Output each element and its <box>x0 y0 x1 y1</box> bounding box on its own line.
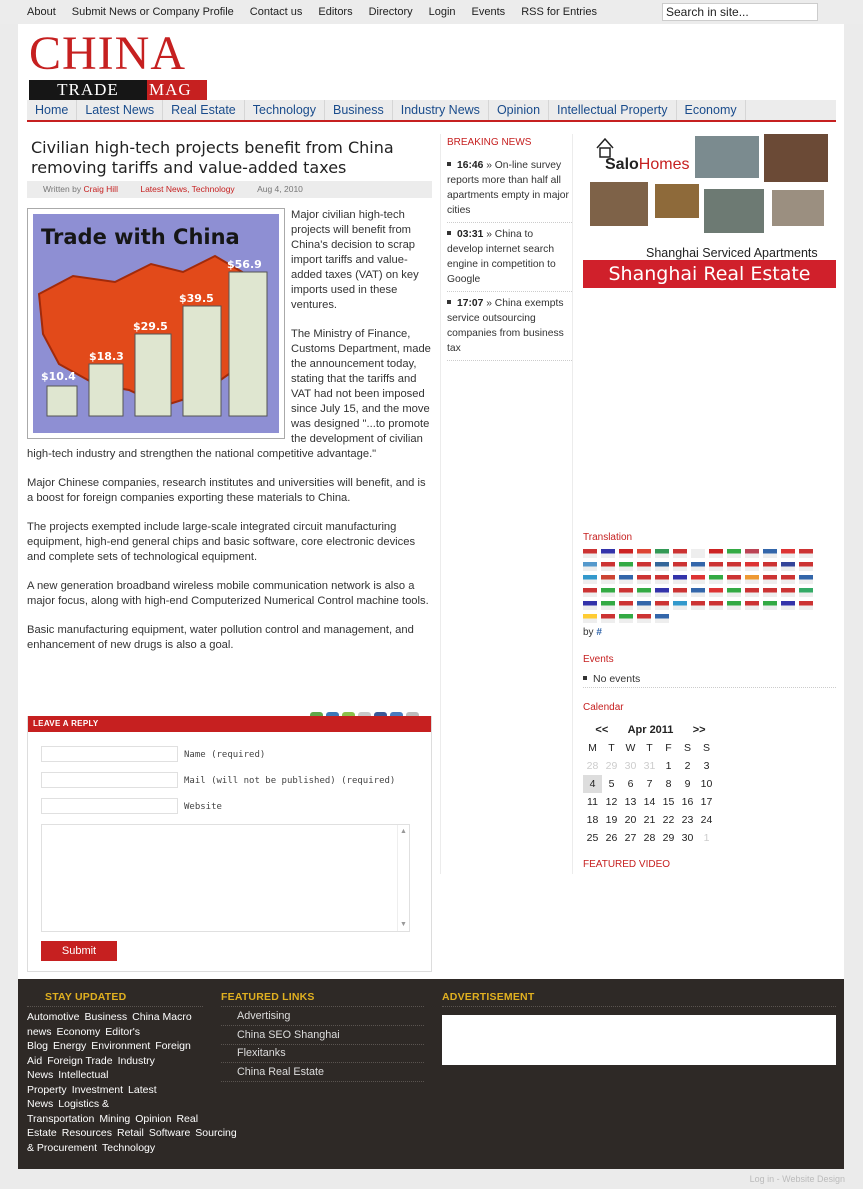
flag-icon[interactable] <box>781 588 795 597</box>
flag-icon[interactable] <box>601 549 615 558</box>
top-nav-item[interactable]: About <box>27 6 56 18</box>
bullet-icon <box>447 231 451 235</box>
calendar-heading: Calendar <box>583 702 624 713</box>
flag-icon[interactable] <box>781 549 795 558</box>
footer-tag[interactable]: Industry News <box>27 1054 155 1081</box>
flag-icon[interactable] <box>745 562 759 571</box>
flag-icon[interactable] <box>637 614 651 623</box>
submit-button[interactable]: Submit <box>41 941 117 961</box>
flag-icon[interactable] <box>709 562 723 571</box>
main-nav-item[interactable]: Industry News <box>393 100 489 120</box>
bullet-icon <box>447 300 451 304</box>
apartment-photo-1 <box>695 136 759 178</box>
flag-icon[interactable] <box>781 601 795 610</box>
calendar-day[interactable]: 30 <box>681 832 694 844</box>
featured-video-heading: FEATURED VIDEO <box>583 859 671 870</box>
featured-links-divider <box>221 1006 424 1007</box>
flag-icon[interactable] <box>709 549 723 558</box>
breaking-news-heading: BREAKING NEWS <box>447 137 532 148</box>
flag-icon[interactable] <box>619 601 633 610</box>
flag-icon[interactable] <box>799 601 813 610</box>
top-nav-item[interactable]: Submit News or Company Profile <box>71 6 234 18</box>
flag-icon[interactable] <box>727 601 741 610</box>
news-text: On-line survey reports more than half all apartments empty in major cities <box>447 160 569 216</box>
flag-icon[interactable] <box>673 588 687 597</box>
stay-updated-heading: STAY UPDATED <box>45 991 127 1003</box>
calendar-day[interactable]: 19 <box>605 814 618 826</box>
footer-tag[interactable]: Opinion <box>135 1112 172 1125</box>
flag-icon[interactable] <box>601 588 615 597</box>
main-nav-item[interactable]: Home <box>27 100 77 120</box>
footer-tag[interactable]: Resources <box>61 1127 112 1139</box>
main-nav-item[interactable]: Latest News <box>77 100 163 120</box>
calendar-day[interactable]: 27 <box>624 832 637 844</box>
weekday: F <box>665 742 672 754</box>
calendar-week <box>583 757 718 775</box>
calendar-day[interactable]: 1 <box>665 760 672 772</box>
logo-china: CHINA <box>29 27 186 80</box>
footer-tag[interactable]: Mining <box>99 1112 131 1125</box>
flag-icon[interactable] <box>691 588 705 597</box>
calendar-day[interactable]: 22 <box>662 814 675 826</box>
footer-tag[interactable]: Editor's Blog <box>27 1025 140 1052</box>
calendar-day[interactable]: 3 <box>703 760 710 772</box>
calendar-month: Apr 2011 <box>627 724 674 736</box>
amount-1: $10.4 <box>41 370 76 383</box>
flag-icon[interactable] <box>763 562 777 571</box>
categories-link[interactable]: Latest News, Technology <box>140 184 235 194</box>
calendar-day[interactable]: 18 <box>586 814 599 826</box>
graphic-heading: Trade with China <box>41 225 240 249</box>
amount-5: $56.9 <box>227 258 262 271</box>
news-text: China to develop internet search engine in competition to Google <box>447 229 556 285</box>
flag-icon[interactable] <box>655 588 669 597</box>
featured-link-divider <box>221 1062 424 1063</box>
news-separator: » <box>483 160 495 171</box>
flag-icon[interactable] <box>691 549 705 558</box>
footer-tag[interactable]: Investment <box>71 1083 124 1096</box>
flag-icon[interactable] <box>601 575 615 584</box>
footer-divider <box>27 1006 203 1007</box>
footer-tag[interactable]: Intellectual Property <box>27 1069 109 1096</box>
calendar-day[interactable]: 13 <box>624 796 637 808</box>
top-nav <box>27 0 613 24</box>
flag-icon[interactable] <box>709 588 723 597</box>
main-nav-item[interactable]: Technology <box>245 100 325 120</box>
top-nav-item[interactable]: Login <box>428 6 456 18</box>
flag-icon[interactable] <box>763 575 777 584</box>
featured-link[interactable]: Advertising <box>237 1010 291 1022</box>
flag-icon[interactable] <box>601 614 615 623</box>
flag-icon[interactable] <box>745 588 759 597</box>
footer-tag[interactable]: Environment <box>91 1040 151 1052</box>
top-nav-item[interactable]: Contact us <box>249 6 303 18</box>
news-text: China exempts service outsourcing companies from business tax <box>447 298 564 354</box>
main-nav-item[interactable]: Intellectual Property <box>549 100 676 120</box>
calendar-day[interactable]: 28 <box>643 832 656 844</box>
flag-icon[interactable] <box>763 588 777 597</box>
flag-icon[interactable] <box>799 575 813 584</box>
name-field[interactable] <box>41 746 178 762</box>
flag-icon[interactable] <box>799 562 813 571</box>
flag-icon[interactable] <box>583 562 597 571</box>
footer-tag[interactable]: Software <box>148 1127 191 1139</box>
flag-icon[interactable] <box>763 549 777 558</box>
amount-2: $18.3 <box>89 350 124 363</box>
main-nav-item[interactable]: Opinion <box>489 100 549 120</box>
footer-tag[interactable]: Business <box>84 1011 128 1023</box>
flag-icon[interactable] <box>799 588 813 597</box>
search-input[interactable] <box>662 3 818 21</box>
calendar-day[interactable]: 24 <box>700 814 713 826</box>
site-logo[interactable] <box>29 27 209 99</box>
flag-icon[interactable] <box>727 549 741 558</box>
scroll-up-icon[interactable]: ▲ <box>400 828 407 835</box>
footer <box>18 979 844 1169</box>
flag-icon[interactable] <box>619 562 633 571</box>
written-by-label: Written by <box>43 184 82 194</box>
news-time: 03:31 <box>457 229 484 240</box>
website-field[interactable] <box>41 798 178 814</box>
top-nav-item[interactable]: Directory <box>368 6 413 18</box>
calendar-day[interactable]: 28 <box>586 760 599 772</box>
no-events-text: No events <box>593 673 641 685</box>
weekday: S <box>683 742 691 754</box>
footer-tag[interactable]: China Macro news <box>27 1011 192 1038</box>
calendar-day[interactable]: 9 <box>684 778 691 790</box>
flag-icon[interactable] <box>619 614 633 623</box>
calendar-day[interactable]: 15 <box>662 796 675 808</box>
calendar-day[interactable]: 29 <box>605 760 618 772</box>
breaking-news-column <box>440 134 573 874</box>
author-link[interactable]: Craig Hill <box>83 184 118 194</box>
featured-link[interactable]: China Real Estate <box>237 1065 325 1078</box>
calendar-day[interactable]: 14 <box>643 796 656 808</box>
apartment-photo-2 <box>764 134 828 182</box>
flag-icon[interactable] <box>583 614 597 623</box>
house-icon <box>595 136 615 158</box>
apartment-photo-5 <box>704 189 764 233</box>
flag-icon[interactable] <box>781 575 795 584</box>
advertisement-divider <box>442 1006 836 1007</box>
flag-icon[interactable] <box>619 575 633 584</box>
news-separator: » <box>483 229 495 240</box>
flag-icon[interactable] <box>583 575 597 584</box>
apartment-photo-4 <box>655 184 699 218</box>
flag-icon[interactable] <box>691 575 705 584</box>
calendar-widget <box>583 721 718 847</box>
calendar-day[interactable]: 25 <box>586 832 599 844</box>
bottom-link[interactable]: Log in - Website Design <box>749 1174 845 1184</box>
flag-icon[interactable] <box>601 562 615 571</box>
flag-icon[interactable] <box>745 601 759 610</box>
flag-icon[interactable] <box>655 614 669 623</box>
calendar-header <box>583 721 718 739</box>
footer-tag[interactable]: Real Estate <box>27 1112 199 1139</box>
events-list <box>583 665 836 688</box>
paragraph-4: The projects exempted include large-scale integrated circuit manufacturing equipment, high-end general chips and basic software, core electronic devices and complete sets of technological equipment. <box>27 521 416 563</box>
comment-scrollbar[interactable] <box>397 825 409 931</box>
footer-tag[interactable]: Energy <box>53 1040 87 1052</box>
calendar-weekdays <box>583 739 718 757</box>
flag-icon[interactable] <box>619 588 633 597</box>
flag-icon[interactable] <box>655 575 669 584</box>
calendar-day[interactable]: 21 <box>643 814 656 826</box>
top-nav-item[interactable]: RSS for Entries <box>521 6 597 18</box>
apartment-photo-3 <box>590 182 648 226</box>
flag-icon[interactable] <box>673 549 687 558</box>
reply-heading: LEAVE A REPLY <box>28 716 431 732</box>
featured-link-divider <box>221 1081 424 1082</box>
salohomes-ad[interactable] <box>583 134 836 258</box>
calendar-day[interactable]: 20 <box>624 814 637 826</box>
name-label: Name (required) <box>184 750 266 760</box>
calendar-day[interactable]: 31 <box>643 760 656 772</box>
comment-textarea[interactable] <box>41 824 410 932</box>
top-nav-item[interactable]: Events <box>471 6 506 18</box>
breaking-news-item[interactable] <box>447 292 572 361</box>
footer-tag[interactable]: Sourcing & Procurement <box>27 1127 237 1154</box>
reply-form <box>27 716 432 972</box>
calendar-week <box>583 829 718 847</box>
flag-icon[interactable] <box>655 601 669 610</box>
flag-icon[interactable] <box>637 575 651 584</box>
weekday: S <box>702 742 710 754</box>
trade-with-china-graphic <box>33 214 279 433</box>
website-label: Website <box>184 802 222 812</box>
featured-link-divider <box>221 1044 424 1045</box>
flag-icon[interactable] <box>673 601 687 610</box>
flag-icon[interactable] <box>799 549 813 558</box>
flag-icon[interactable] <box>637 549 651 558</box>
calendar-day[interactable]: 7 <box>646 778 653 790</box>
amount-4: $39.5 <box>179 292 214 305</box>
flag-icon[interactable] <box>601 601 615 610</box>
calendar-day[interactable]: 29 <box>662 832 675 844</box>
calendar-day[interactable]: 30 <box>624 760 637 772</box>
article-title[interactable]: Civilian high-tech projects benefit from China removing tariffs and value-added taxes <box>31 138 394 177</box>
shanghai-real-estate-banner[interactable]: Shanghai Real Estate <box>583 260 836 288</box>
calendar-prev[interactable]: << <box>595 724 609 736</box>
flag-icon[interactable] <box>745 549 759 558</box>
paragraph-3: Major Chinese companies, research institutes and universities will benefit, and is a boost for foreign companies exporting these materials to China. <box>27 477 426 504</box>
footer-tag[interactable]: Foreign Trade <box>47 1054 113 1067</box>
calendar-day[interactable]: 10 <box>700 778 713 790</box>
scroll-down-icon[interactable]: ▼ <box>400 921 407 928</box>
calendar-day[interactable]: 6 <box>627 778 634 790</box>
calendar-days <box>583 757 718 847</box>
article-body <box>27 208 432 667</box>
calendar-day[interactable]: 4 <box>583 775 602 793</box>
salohomes-brand: SaloHomes <box>605 156 690 173</box>
footer-tag[interactable]: Retail <box>116 1127 144 1139</box>
paragraph-2: The Ministry of Finance, Customs Department, made the announcement today, stating that the tariffs and VAT had not been imposed since July 15, and the move was designed "...to promote the development of civilian high-tech industry and strengthen the national competitive advantage." <box>27 328 431 460</box>
right-sidebar <box>583 134 836 870</box>
flag-icon[interactable] <box>583 588 597 597</box>
top-nav-item[interactable]: Editors <box>318 6 353 18</box>
calendar-day[interactable]: 8 <box>665 778 672 790</box>
weekday: W <box>625 742 636 754</box>
main-nav-item[interactable]: Real Estate <box>163 100 245 120</box>
page-container <box>18 24 844 979</box>
flag-icon[interactable] <box>673 575 687 584</box>
breaking-news-item[interactable] <box>447 154 572 223</box>
flag-icon[interactable] <box>745 575 759 584</box>
breaking-news-list <box>447 154 572 361</box>
calendar-next[interactable]: >> <box>692 724 706 736</box>
calendar-day[interactable]: 5 <box>608 778 615 790</box>
flag-icon[interactable] <box>727 575 741 584</box>
apartment-photo-6 <box>772 190 824 226</box>
calendar-day[interactable]: 16 <box>681 796 694 808</box>
main-nav-item[interactable]: Business <box>325 100 393 120</box>
flag-icon[interactable] <box>637 601 651 610</box>
main-nav-item[interactable]: Economy <box>677 100 746 120</box>
flag-icon[interactable] <box>727 588 741 597</box>
flag-icon[interactable] <box>637 562 651 571</box>
flag-icon[interactable] <box>637 588 651 597</box>
paragraph-1: Major civilian high-tech projects will benefit from China's decision to scrap import tariffs and value-added taxes (VAT) on key imports used in these ventures. <box>291 209 419 311</box>
amount-3: $29.5 <box>133 320 168 333</box>
calendar-week <box>583 775 718 793</box>
calendar-week <box>583 811 718 829</box>
flag-icon[interactable] <box>583 549 597 558</box>
translation-flags <box>583 549 825 627</box>
advertisement-box[interactable] <box>442 1015 836 1065</box>
events-heading: Events <box>583 654 614 665</box>
flag-icon[interactable] <box>673 562 687 571</box>
flag-icon[interactable] <box>763 601 777 610</box>
calendar-day[interactable]: 11 <box>587 796 598 808</box>
featured-link-divider <box>221 1025 424 1026</box>
paragraph-5: A new generation broadband wireless mobile communication network is also a major focus, along with high-end Computerized Numerical Control machine tools. <box>27 580 429 607</box>
logo-subbar <box>29 80 207 100</box>
top-bar <box>0 0 863 24</box>
calendar-day[interactable]: 23 <box>681 814 694 826</box>
calendar-day[interactable]: 26 <box>605 832 618 844</box>
calendar-week <box>583 793 718 811</box>
calendar-day[interactable]: 12 <box>605 796 618 808</box>
calendar-day[interactable]: 2 <box>684 760 691 772</box>
advertisement-heading: ADVERTISEMENT <box>442 991 535 1003</box>
calendar-day[interactable]: 17 <box>700 796 713 808</box>
flag-icon[interactable] <box>709 601 723 610</box>
footer-tag[interactable]: Economy <box>56 1025 101 1038</box>
footer-tag[interactable]: Automotive <box>27 1011 80 1023</box>
weekday: T <box>608 742 615 754</box>
article-meta <box>27 181 432 198</box>
gtranslate-icon[interactable]: # <box>596 627 602 638</box>
calendar-day[interactable]: 1 <box>703 832 710 844</box>
news-separator: » <box>483 298 495 309</box>
translation-by: by # <box>583 627 602 638</box>
article-date: Aug 4, 2010 <box>257 184 303 194</box>
flag-icon[interactable] <box>709 575 723 584</box>
footer-tag[interactable]: Logistics & Transportation <box>27 1098 110 1125</box>
news-time: 16:46 <box>457 160 484 171</box>
logo-mag: MAG <box>149 80 192 99</box>
article-image <box>27 208 285 439</box>
weekday: T <box>646 742 653 754</box>
paragraph-6: Basic manufacturing equipment, water pollution control and management, and enhancement of new drugs is also a goal. <box>27 624 414 651</box>
ad-tagline: Shanghai Serviced Apartments <box>646 246 818 260</box>
flag-icon[interactable] <box>655 549 669 558</box>
flag-icon[interactable] <box>691 562 705 571</box>
footer-tag[interactable]: Technology <box>102 1141 156 1154</box>
flag-icon[interactable] <box>655 562 669 571</box>
featured-link[interactable]: China SEO Shanghai <box>237 1028 340 1041</box>
news-time: 17:07 <box>457 298 484 309</box>
logo-trade: TRADE <box>29 80 147 100</box>
flag-icon[interactable] <box>583 601 597 610</box>
mail-field[interactable] <box>41 772 178 788</box>
featured-link[interactable]: Flexitanks <box>237 1047 286 1059</box>
footer-tag[interactable]: Latest News <box>27 1083 157 1110</box>
weekday: M <box>588 742 597 754</box>
mail-label: Mail (will not be published) (required) <box>184 776 396 786</box>
flag-icon[interactable] <box>619 549 633 558</box>
footer-tags <box>27 1010 237 1155</box>
flag-icon[interactable] <box>691 601 705 610</box>
translation-heading: Translation <box>583 532 633 543</box>
footer-tag[interactable]: Foreign Aid <box>27 1040 191 1067</box>
bullet-icon <box>447 162 451 166</box>
breaking-news-item[interactable] <box>447 223 572 292</box>
main-nav <box>27 100 836 122</box>
flag-icon[interactable] <box>727 562 741 571</box>
article-column <box>27 134 432 651</box>
featured-links-heading: FEATURED LINKS <box>221 991 315 1003</box>
flag-icon[interactable] <box>781 562 795 571</box>
